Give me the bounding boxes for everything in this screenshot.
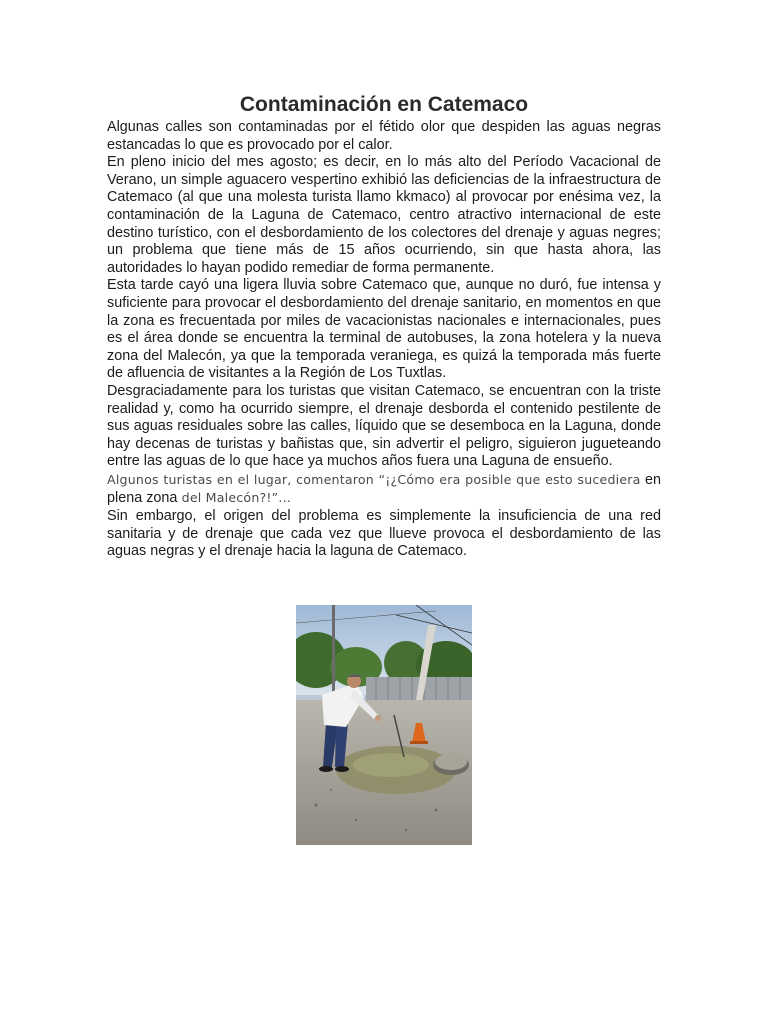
paragraph-2: En pleno inicio del mes agosto; es decir, en lo más alto del Período Vacacional de Verano, un simple aguacero vespertino exhibió las deficiencias de la infraestructura de Catemaco (al que una molesta turista llamo kkmaco) al provocar por enésima vez, la contaminación de la Laguna de Catemaco, centro atractivo internacional de este destino turístico, con el desbordamiento de los colectores del drenaje y aguas negres; un problema que tiene más de 15 años ocurriendo, sin que hasta ahora, las autoridades lo hayan podido remediar de forma permanente. bbox=[107, 154, 661, 276]
paragraph-3: Esta tarde cayó una ligera lluvia sobre Catemaco que, aunque no duró, fue intensa y suficiente para provocar el desbordamiento del drenaje sanitario, en momentos en que la zona es frecuentada por miles de vacacionistas nacionales e internacionales, pues es el área donde se encuentra la terminal de autobuses, la zona hotelera y la nueva zona del Malecón, ya que la temporada veraniega, es quizá la temporada más fuerte de afluencia de visitantes a la Región de Los Tuxtlas. bbox=[107, 277, 661, 382]
document-title: Contaminación en Catemaco bbox=[239, 93, 529, 116]
article-body bbox=[107, 119, 661, 561]
quote-text-end: del Malecón?!”... bbox=[177, 490, 291, 506]
quote-paragraph bbox=[107, 471, 661, 508]
street-flood-photo bbox=[296, 605, 472, 845]
paragraph-1: Algunas calles son contaminadas por el fétido olor que despiden las aguas negras estancadas lo que es provocado por el calor. bbox=[107, 119, 661, 153]
quote-text-line1: Algunos turistas en el lugar, comentaron “¡¿Cómo era posible que esto sucediera bbox=[107, 471, 641, 487]
photo-illustration bbox=[296, 605, 472, 845]
quote-text-plain: en plena zona bbox=[107, 471, 662, 507]
paragraph-4: Desgraciadamente para los turistas que visitan Catemaco, se encuentran con la triste realidad y, como ha ocurrido siempre, el drenaje desborda el contenido pestilente de sus aguas residuales sobre las calles, líquido que se desemboca en la Laguna, donde hay decenas de turistas y bañistas que, sin advertir el peligro, siguieron jugueteando entre las aguas de lo que hace ya muchos años fuera una Laguna de ensueño. bbox=[107, 382, 661, 470]
closing-paragraph: Sin embargo, el origen del problema es simplemente la insuficiencia de una red sanitaria y de drenaje que cada vez que llueve provoca el desbordamiento de las aguas negras y el drenaje hacia la laguna de Catemaco. bbox=[107, 508, 661, 560]
